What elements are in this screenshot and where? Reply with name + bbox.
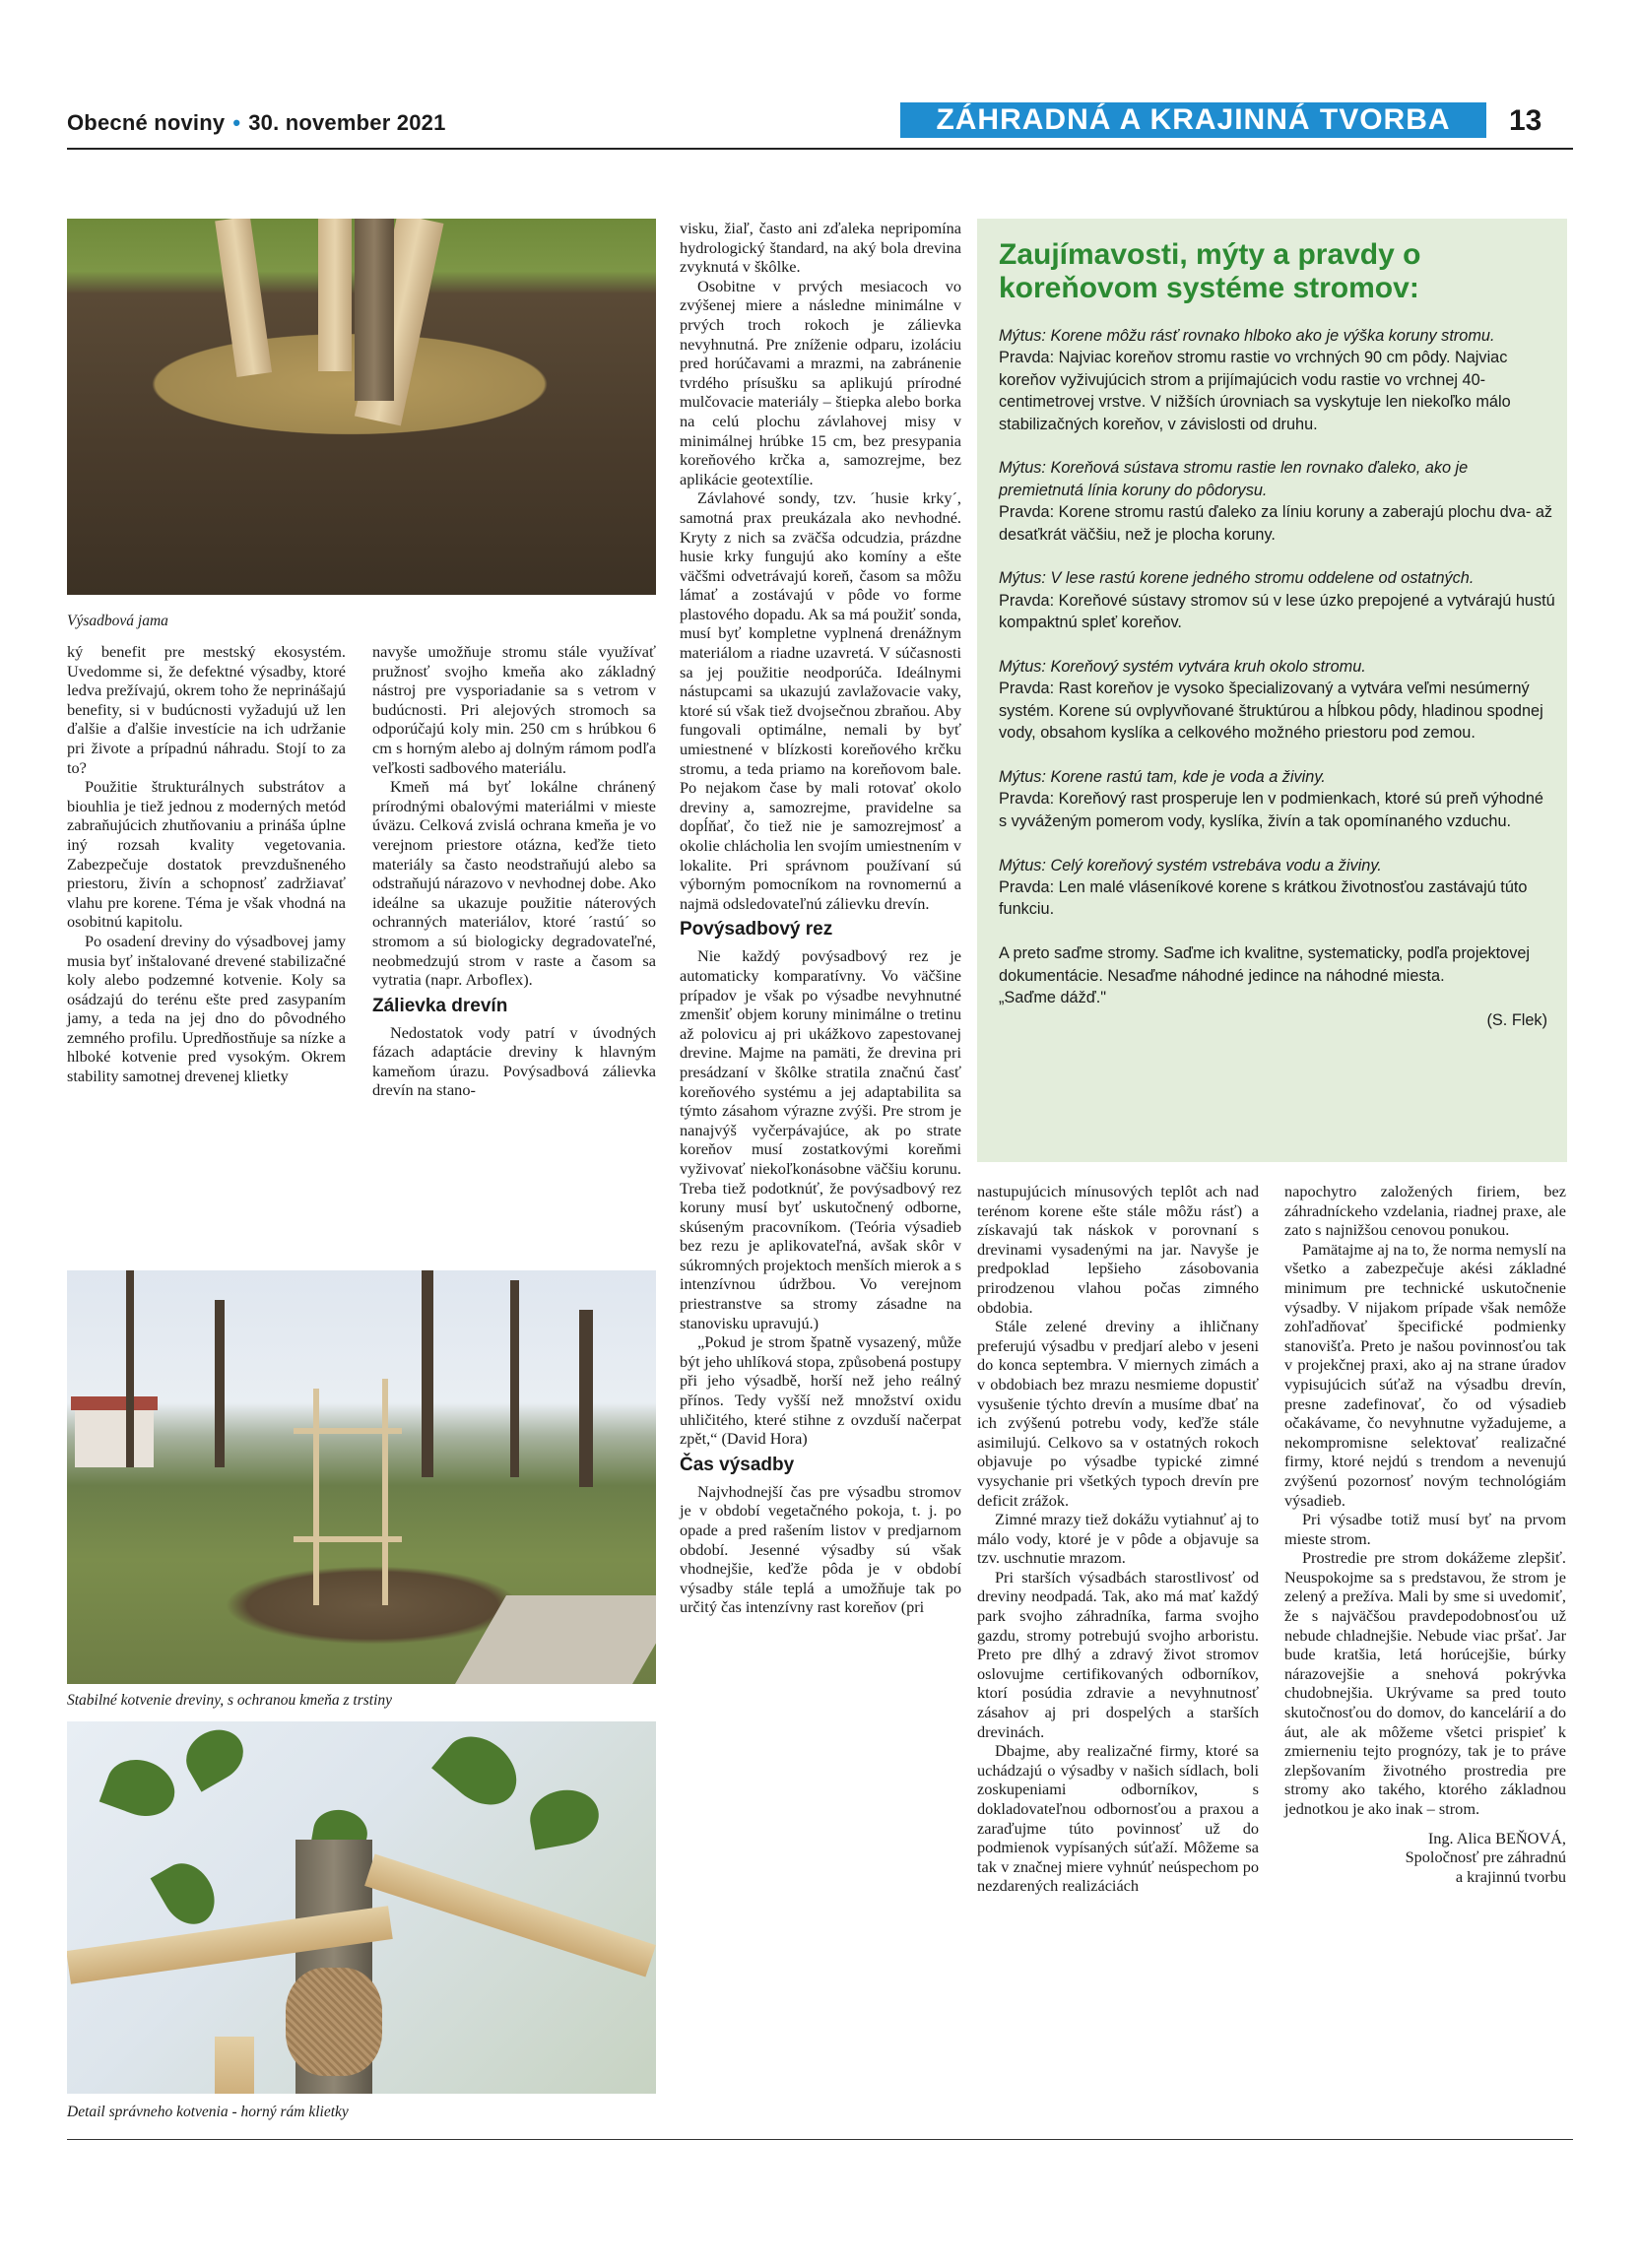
myth-text: Mýtus: Korene môžu rásť rovnako hlboko ako je výška koruny stromu.: [999, 327, 1495, 345]
page-number: 13: [1509, 104, 1542, 137]
photo-frame-detail: [67, 1721, 656, 2094]
photo-caption-staked-tree: Stabilné kotvenie dreviny, s ochranou kmeňa z trstiny: [67, 1692, 393, 1709]
photo-staked-tree: [67, 1270, 656, 1684]
section-banner: ZÁHRADNÁ A KRAJINNÁ TVORBA: [900, 102, 1486, 138]
paragraph: Stále zelené dreviny a ihličnany preferujú výsadbu v predjarí alebo v jeseni do konca septembra. V miernych zimách a v obdobiach bez mrazu nesmieme dopustiť vysušenie týchto drevín a musíme dbať na ich zvýšenú potrebu vody, keďže stále asimilujú. Celkovo sa v ostatných rokoch objavuje po výsadbe typické zimné vysychanie pri všetkých typoch drevín pre deficit zrážok.: [977, 1317, 1259, 1510]
paragraph: Nedostatok vody patrí v úvodných fázach adaptácie dreviny k hlavným kameňom úrazu. Povýsadbová zálievka drevín na stano-: [372, 1022, 656, 1100]
paragraph: Pamätajme aj na to, že norma nemyslí na všetko a zabezpečuje akési základné minimum pre technické uskutočnenie výsadby. V nijakom prípade však nemôže zohľadňovať špecifické podmienky stanovišťa. Preto je našou povinnosťou tak v projekčnej praxi, ako aj na strane úradov vypisujúcich súťaž na výsadbu drevín, presne zadefinovať, čo od výsadieb očakávame, čo nevyhnutne vyžadujeme, a nekompromisne selektovať realizačné firmy, ktoré nejdú s trendom a nevenujú zvýšenú pozornosť novým technológiám výsadieb.: [1284, 1239, 1566, 1510]
paragraph: Najvhodnejší čas pre výsadbu stromov je v období vegetačného pokoja, t. j. po opade a pred rašením listov v predjarnom období. Jesenné výsadby sú však vhodnejšie, keďže pôda je v období výsadby stále teplá a umožňuje tak po určitý čas intenzívny rast koreňov (pri: [680, 1481, 961, 1617]
photo-caption-frame-detail: Detail správneho kotvenia - horný rám klietky: [67, 2104, 349, 2120]
truth-text: Pravda: Najviac koreňov stromu rastie vo vrchných 90 cm pôdy. Najviac koreňov vyživujúcich strom a prijímajúcich vodu rastie vo vrchnej 40-centimetrovej vrstve. V nižších úrovniach sa vyskytuje len niekoľko málo stabilizačných koreňov, v závislosti od druhu.: [999, 349, 1511, 433]
myth-item: [999, 656, 1555, 745]
paragraph: Pri starších výsadbách starostlivosť od dreviny neodpadá. Tak, ako má mať každý park svojho záhradníka, farma svojho gazdu, stromy potrebujú svojho arboristu. Preto pre dlhý a zdravý život stromov oslovujme certifikovaných odborníkov, ktorí posúdia zdravie a nevyhnutnosť zásahov aj pri dospelých a starších drevinách.: [977, 1567, 1259, 1741]
article-column-3: [680, 219, 961, 1617]
paragraph: Dbajme, aby realizačné firmy, ktoré sa uchádzajú o výsadby v našich sídlach, boli zoskupeniami odborníkov, s dokladovateľnou odbornosťou a praxou a zaraďujme túto povinnosť už do podmienok vypísaných súťaží. Môžeme sa tak v značnej miere vyhnúť neúspechom po nezdarených realizáciách: [977, 1741, 1259, 1896]
paragraph: Závlahové sondy, tzv. ´husie krky´, samotná prax preukázala ako nevhodné. Kryty z nich sa zväčša odcudzia, prázdne husie krky fungujú ako komíny a ešte väčšmi odvetrávajú koreň, časom sa môžu lámať a zostávajú v pôde vo forme plastového dopadu. Ak sa má použiť sonda, musí byť kompletne vyplnená drenážnym materiálom a riadne uzavretá. V súčasnosti sa jej použitie neodporúča. Ideálnymi nástupcami sa ukazujú zavlažovacie vaky, ktoré sú však tiež dvojsečnou zbraňou. Aby fungovali optimálne, nemali by byť umiestnené v blízkosti koreňového krčku stromu, a teda priamo na koreňovom bale. Po nejakom čase by mali rotovať okolo dreviny a, samozrejme, pravidelne sa dopĺňať, čo tiež nie je samozrejmosť a okolie chlácholia len svojím umiestnením v lokalite. Pri správnom používaní sú výborným pomocníkom na rovnomernú a najmä odsledovateľnú zálievku drevín.: [680, 488, 961, 913]
subheading-cas-vysadby: Čas výsadby: [680, 1454, 795, 1475]
author-name: Ing. Alica BEŇOVÁ,: [1427, 1828, 1566, 1847]
myth-item: [999, 457, 1555, 546]
paragraph: Prostredie pre strom dokážeme zlepšiť. Neuspokojme sa s predstavou, že strom je zelený a prežíva. Mali by sme si uvedomiť, že s najväčšou pravdepodobnosťou už nebude chladnejšie. Nebude viac pršať. Jar bude kratšia, letá horúcejšie, búrky nárazovejšie a snehová pokrývka chudobnejšia. Ukrývame sa pred touto skutočnosťou do domov, do kancelárií a do áut, ale ak môžeme všetci prispieť k zmierneniu tejto prognózy, tak je to práve zlepšovaním životného prostredia pre stromy ako takého, ktorého základnou jednotkou je ako inak – strom.: [1284, 1548, 1566, 1818]
paragraph: napochytro založených firiem, bez záhradníckeho vzdelania, riadnej praxe, ale zato s najnižšou cenovou ponukou.: [1284, 1182, 1566, 1240]
sidebar-signature: (S. Flek): [1486, 1010, 1547, 1029]
sidebar-slogan: „Saďme dážď.": [999, 989, 1107, 1007]
myth-item: [999, 325, 1555, 435]
paragraph: Použitie štrukturálnych substrátov a biouhlia je tiež jednou z moderných metód zabraňujúcich zhutňovaniu a prináša úplne iný rozsah kvality vegetovania. Zabezpečuje dostatok prevzdušneného priestoru, živín a schopnosť zadržiavať vlahu pre korene. Téma je však vhodná na osobitnú kapitolu.: [67, 777, 346, 932]
sidebar-title: Zaujímavosti, mýty a pravdy o koreňovom systéme stromov:: [999, 238, 1421, 304]
author-affiliation: a krajinnú tvorbu: [1455, 1866, 1566, 1886]
myth-item: [999, 855, 1555, 921]
author-block: [1284, 1829, 1566, 1887]
truth-text: Pravda: Len malé vláseníkové korene s krátkou životnosťou zastávajú túto funkciu.: [999, 878, 1528, 919]
separator-dot: •: [232, 110, 241, 135]
truth-text: Pravda: Rast koreňov je vysoko špecializovaný a vytvára veľmi nesúmerný systém. Korene sú ovplyvňované štruktúrou a hĺbkou pôdy, hladinou spodnej vody, obsahom kyslíka a celkového možného priestoru pod zemou.: [999, 680, 1543, 743]
paragraph: Osobitne v prvých mesiacoch vo zvýšenej miere a následne minimálne v prvých troch rokoch je zálievka nevyhnutná. Pre zníženie odparu, izoláciu pred horúčavami a mrazmi, na zabránenie tvrdého prísušku sa aplikujú prírodné mulčovacie materiály – štiepka alebo borka na celú plochu závlahovej misy v minimálnej hrúbke 15 cm, bez presypania koreňového krčka a, samozrejme, bez aplikácie geotextílie.: [680, 276, 961, 488]
photo-planting-pit: [67, 219, 656, 595]
article-column-2: [372, 642, 656, 1100]
myth-text: Mýtus: Koreňový systém vytvára kruh okolo stromu.: [999, 658, 1366, 677]
myth-item: [999, 766, 1555, 832]
myth-text: Mýtus: Koreňová sústava stromu rastie len rovnako ďaleko, ako je premietnutá línia koruny do pôdorysu.: [999, 459, 1469, 499]
paragraph: Zimné mrazy tiež dokážu vytiahnuť aj to málo vody, ktoré je v pôde a objavuje sa tzv. uschnutie mrazom.: [977, 1510, 1259, 1568]
subheading-povysadbovy-rez: Povýsadbový rez: [680, 919, 833, 940]
myth-text: Mýtus: V lese rastú korene jedného stromu oddelene od ostatných.: [999, 569, 1475, 588]
sidebar-closing: A preto saďme stromy. Saďme ich kvalitne, systematicky, podľa projektovej dokumentácie. Nesaďme náhodné jedince na náhodné miesta.: [999, 944, 1531, 985]
subheading-zalievka: Zálievka drevín: [372, 995, 508, 1016]
publication-name: Obecné noviny: [67, 110, 226, 135]
footer-rule: [67, 2139, 1573, 2140]
quote-paragraph: „Pokud je strom špatně vysazený, může být jeho uhlíková stopa, způsobená postupy při jeho výsadbě, horší než jeho reálný přínos. Tedy vyšší než množství oxidu uhličitého, které stihne z ovzduší načerpat zpět,“ (David Hora): [680, 1332, 961, 1449]
article-column-4: [977, 1182, 1259, 1896]
paragraph: ký benefit pre mestský ekosystém. Uvedomme si, že defektné výsadby, ktoré ledva prežívajú, okrem toho že neprinášajú benefity, si v budúcnosti vyžadujú už len ďalšie a ďalšie investície na ich udržanie pri živote a prípadnú náhradu. Stojí to za to?: [67, 642, 346, 777]
sidebar-myths-box: [977, 219, 1567, 1162]
paragraph: navyše umožňuje stromu stále využívať pružnosť svojho kmeňa ako základný nástroj pre vysporiadanie sa s vetrom v budúcnosti. Pri alejových stromoch sa odporúčajú koly min. 250 cm s hrúbkou 6 cm s horným alebo aj dolným rámom podľa veľkosti sadbového materiálu.: [372, 642, 656, 777]
photo-caption-planting-pit: Výsadbová jama: [67, 613, 168, 629]
myth-item: [999, 567, 1555, 633]
paragraph: Pri výsadbe totiž musí byť na prvom mieste strom.: [1284, 1510, 1566, 1548]
masthead: [67, 110, 446, 136]
sidebar-body: [999, 325, 1555, 1031]
author-affiliation: Spoločnosť pre záhradnú: [1405, 1847, 1566, 1867]
paragraph: visku, žiaľ, často ani zďaleka nepripomína hydrologický štandard, na aký bola drevina zvyknutá v škôlke.: [680, 219, 961, 277]
truth-text: Pravda: Koreňové sústavy stromov sú v lese úzko prepojené a vytvárajú hustú kompaktnú spleť koreňov.: [999, 591, 1555, 632]
truth-text: Pravda: Koreňový rast prosperuje len v podmienkach, ktoré sú preň výhodné s vyváženým pomerom vody, kyslíka, živín a tak opomínaného vzduchu.: [999, 790, 1543, 830]
paragraph: Nie každý povýsadbový rez je automaticky komparatívny. Vo väčšine prípadov je však po výsadbe nevyhnutné zmenšiť objem koruny minimálne o tretinu až polovicu aj pri ukážkovo zapestovanej drevine. Majme na pamäti, že drevina pri presádzaní v škôlke stratila značnú časť koreňového systému a jej adaptabilita sa týmto zásahom výrazne zvýši. Pre strom je nanajvýš vyčerpávajúce, ak po strate koreňov musí zostatkovými koreňmi vyživovať niekoľkonásobne väčšiu korunu. Treba tiež podotknúť, že povýsadbový rez koruny musí byť uskutočnený odborne, skúseným pracovníkom. (Teória výsadieb bez rezu je aplikovateľná, avšak skôr v súkromných projektoch menších mierok a s intenzívnou údržbou. Vo verejnom priestranstve sa stromy zásadne na stanovisku upravujú.): [680, 946, 961, 1332]
article-column-5: [1284, 1182, 1566, 1886]
header-rule: [67, 148, 1573, 150]
paragraph: Po osadení dreviny do výsadbovej jamy musia byť inštalované drevené stabilizačné koly alebo podzemné kotvenie. Koly sa osádzajú do terénu ešte pred zasypaním jamy, a teda na jej dno do pôvodného zemného profilu. Upredňostňuje sa nízke a hlboké kotvenie pred vysokým. Okrem stability samotnej drevenej klietky: [67, 931, 346, 1086]
truth-text: Pravda: Korene stromu rastú ďaleko za líniu koruny a zaberajú plochu dva- až desaťkrát väčšiu, než je plocha koruny.: [999, 503, 1553, 544]
paragraph: nastupujúcich mínusových teplôt ach nad terénom korene ešte stále môžu rásť) a získavajú tak náskok v porovnaní s drevinami vysadenými na jar. Navyše je predpoklad lepšieho zásobovania prirodzenou vlahou počas zimného obdobia.: [977, 1182, 1259, 1317]
paragraph: Kmeň má byť lokálne chránený prírodnými obalovými materiálmi v mieste úväzu. Celková zvislá ochrana kmeňa je vo verejnom priestore otázna, keďže tieto materiály sa často neodstraňujú alebo sa odstraňujú nárazovo v nevhodnej dobe. Ako ideálne sa ukazuje použitie náterových ochranných materiálov, ktoré ´rastú´ so stromom a sú biologicky degradovateľné, neobmedzujú strom v raste a časom sa vytratia (napr. Arboflex).: [372, 777, 656, 990]
article-column-1: [67, 642, 346, 1086]
myth-text: Mýtus: Korene rastú tam, kde je voda a živiny.: [999, 768, 1326, 787]
issue-date: 30. november 2021: [248, 110, 446, 135]
myth-text: Mýtus: Celý koreňový systém vstrebáva vodu a živiny.: [999, 856, 1382, 875]
